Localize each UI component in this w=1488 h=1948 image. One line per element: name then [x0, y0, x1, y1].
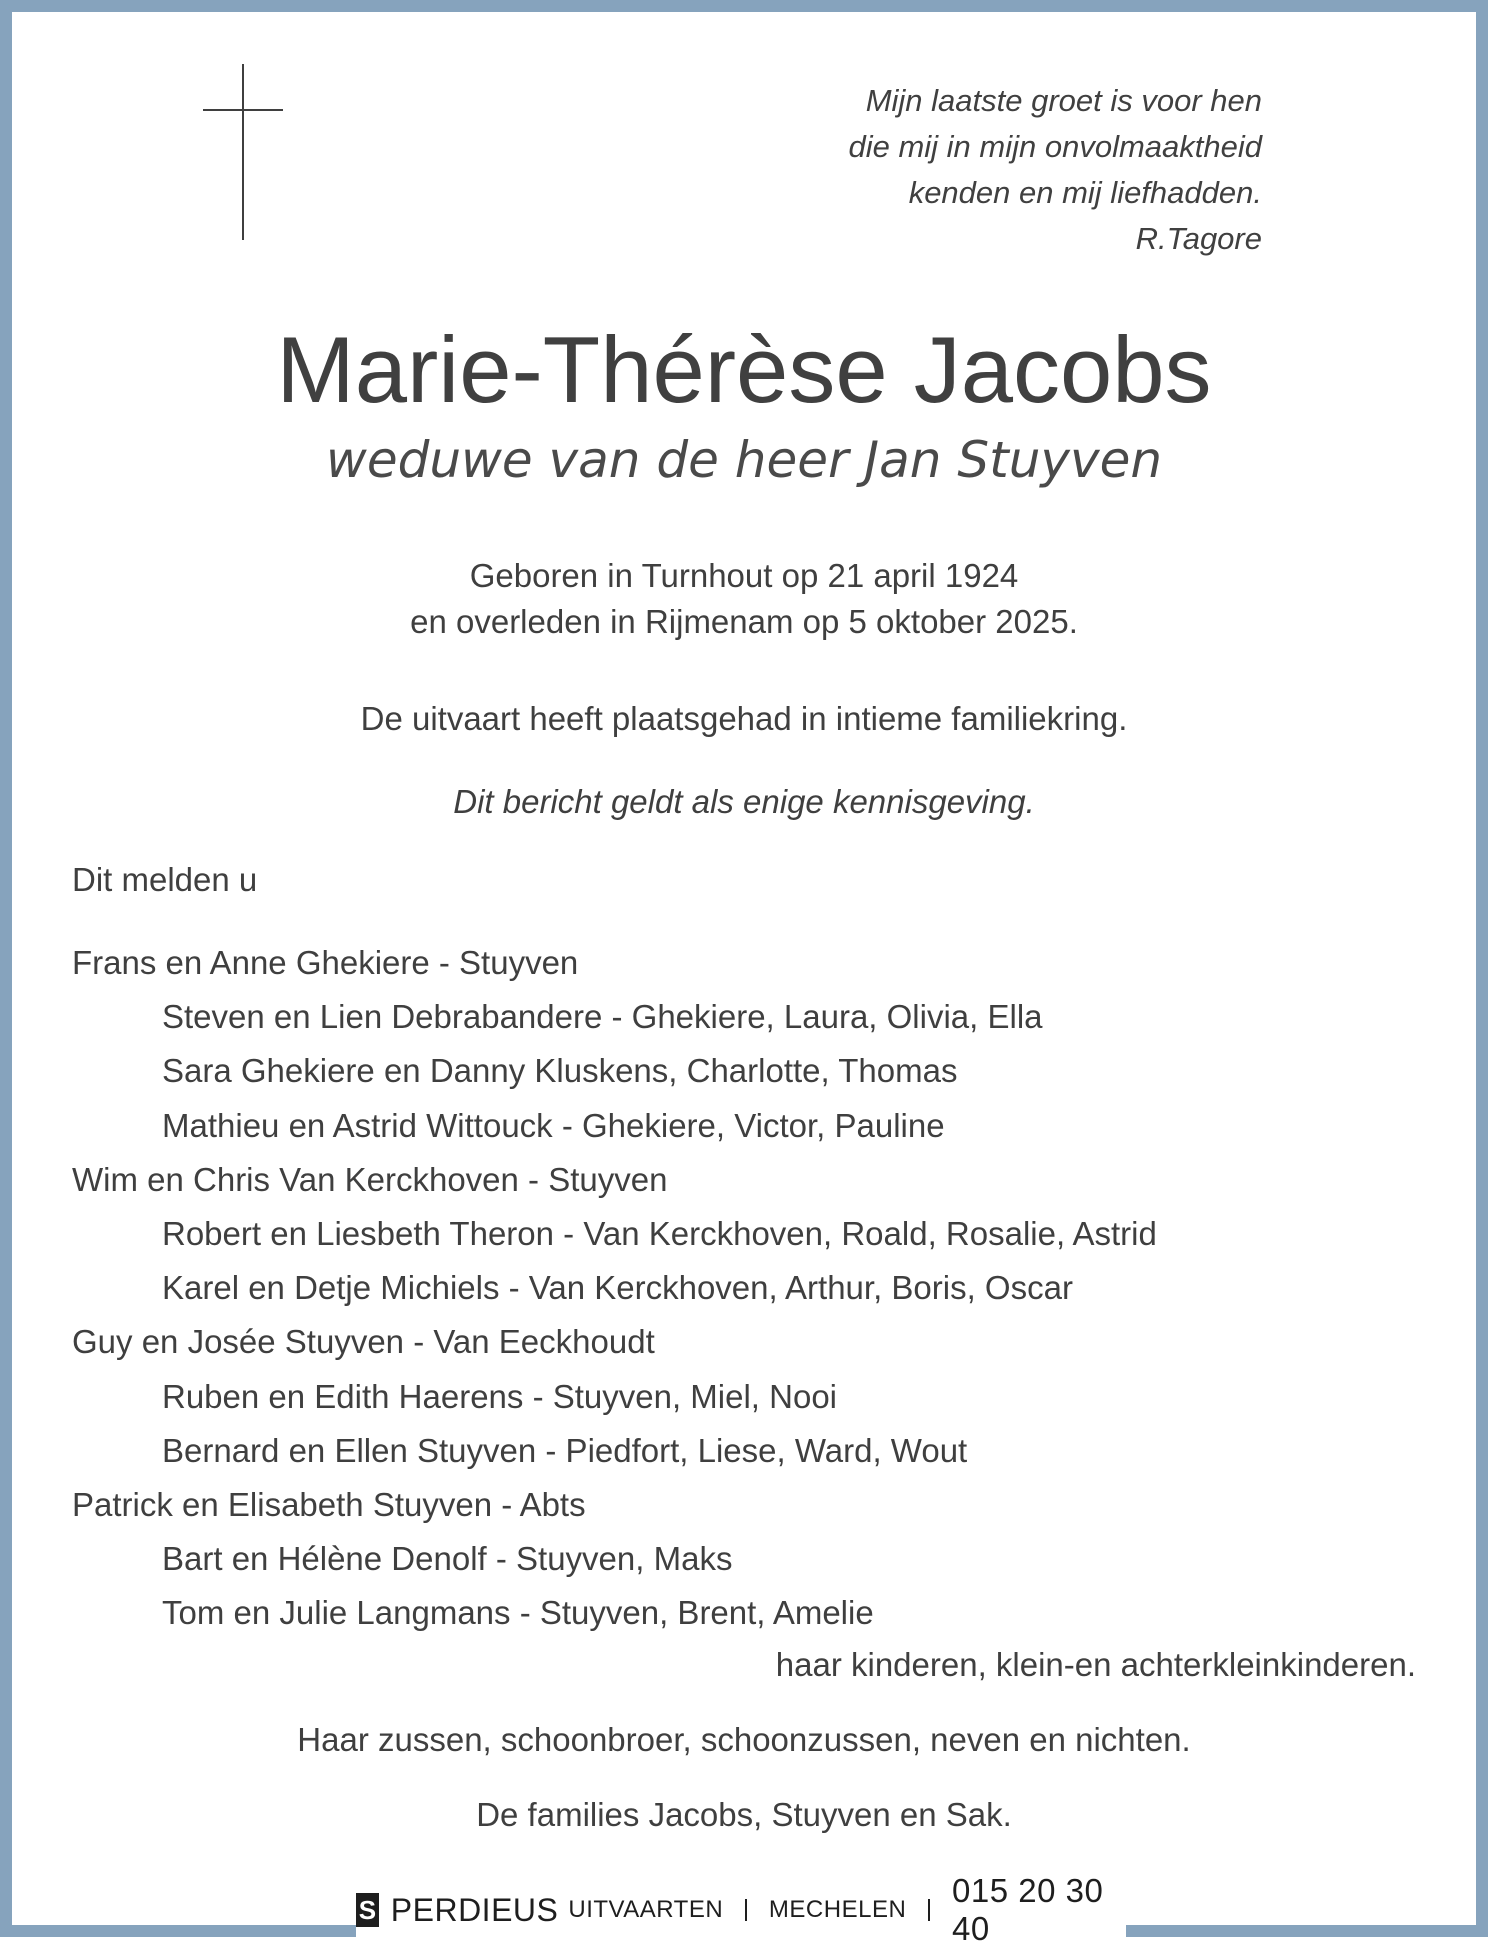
family-member: Guy en Josée Stuyven - Van Eeckhoudt — [72, 1323, 655, 1361]
family-section — [72, 860, 1432, 1640]
funeral-home-footer — [356, 1872, 1126, 1947]
family-member: Tom en Julie Langmans - Stuyven, Brent, Amelie — [162, 1594, 874, 1632]
quote-line: kenden en mij liefhadden. — [908, 175, 1262, 210]
footer-divider — [928, 1899, 930, 1921]
funeral-home-city: MECHELEN — [768, 1896, 907, 1923]
funeral-home-logo-icon: S — [356, 1893, 379, 1927]
family-member: Wim en Chris Van Kerckhoven - Stuyven — [72, 1160, 668, 1198]
funeral-home-subtitle: UITVAARTEN — [568, 1896, 724, 1923]
family-member: Karel en Detje Michiels - Van Kerckhoven, Arthur, Boris, Oscar — [162, 1269, 1073, 1307]
deceased-name: Marie-Thérèse Jacobs — [276, 317, 1212, 422]
cross-icon — [203, 64, 283, 240]
relatives-line: Haar zussen, schoonbroer, schoonzussen, neven en nichten. — [297, 1721, 1191, 1758]
birth-line: Geboren in Turnhout op 21 april 1924 — [469, 557, 1019, 594]
family-member: Mathieu en Astrid Wittouck - Ghekiere, Victor, Pauline — [162, 1106, 945, 1144]
family-member: Patrick en Elisabeth Stuyven - Abts — [72, 1485, 586, 1523]
family-member: Frans en Anne Ghekiere - Stuyven — [72, 944, 579, 981]
family-member: Bart en Hélène Denolf - Stuyven, Maks — [162, 1540, 733, 1578]
families-line: De families Jacobs, Stuyven en Sak. — [476, 1796, 1012, 1833]
family-member: Robert en Liesbeth Theron - Van Kerckhoven, Roald, Rosalie, Astrid — [162, 1214, 1157, 1252]
funeral-home-phone: 015 20 30 40 — [952, 1872, 1104, 1947]
funeral-home-name: PERDIEUS — [390, 1891, 559, 1928]
family-signoff: haar kinderen, klein-en achterkleinkinderen. — [775, 1646, 1416, 1683]
footer-divider — [745, 1899, 747, 1921]
family-intro: Dit melden u — [72, 861, 258, 898]
quote-line: die mij in mijn onvolmaaktheid — [848, 129, 1262, 164]
quote-author: R.Tagore — [1135, 221, 1262, 256]
notice-note: Dit bericht geldt als enige kennisgeving. — [453, 783, 1035, 820]
funeral-note: De uitvaart heeft plaatsgehad in intieme familiekring. — [360, 700, 1128, 737]
quote-line: Mijn laatste groet is voor hen — [865, 83, 1262, 118]
family-member: Bernard en Ellen Stuyven - Piedfort, Liese, Ward, Wout — [162, 1431, 968, 1469]
death-line: en overleden in Rijmenam op 5 oktober 2025. — [410, 603, 1078, 640]
deceased-relation: weduwe van de heer Jan Stuyven — [325, 431, 1163, 489]
family-member: Ruben en Edith Haerens - Stuyven, Miel, Nooi — [162, 1377, 838, 1415]
family-list — [72, 936, 1432, 1640]
family-member: Sara Ghekiere en Danny Kluskens, Charlotte, Thomas — [162, 1052, 958, 1090]
family-member: Steven en Lien Debrabandere - Ghekiere, Laura, Olivia, Ella — [162, 998, 1043, 1036]
quote-block — [848, 78, 1262, 262]
